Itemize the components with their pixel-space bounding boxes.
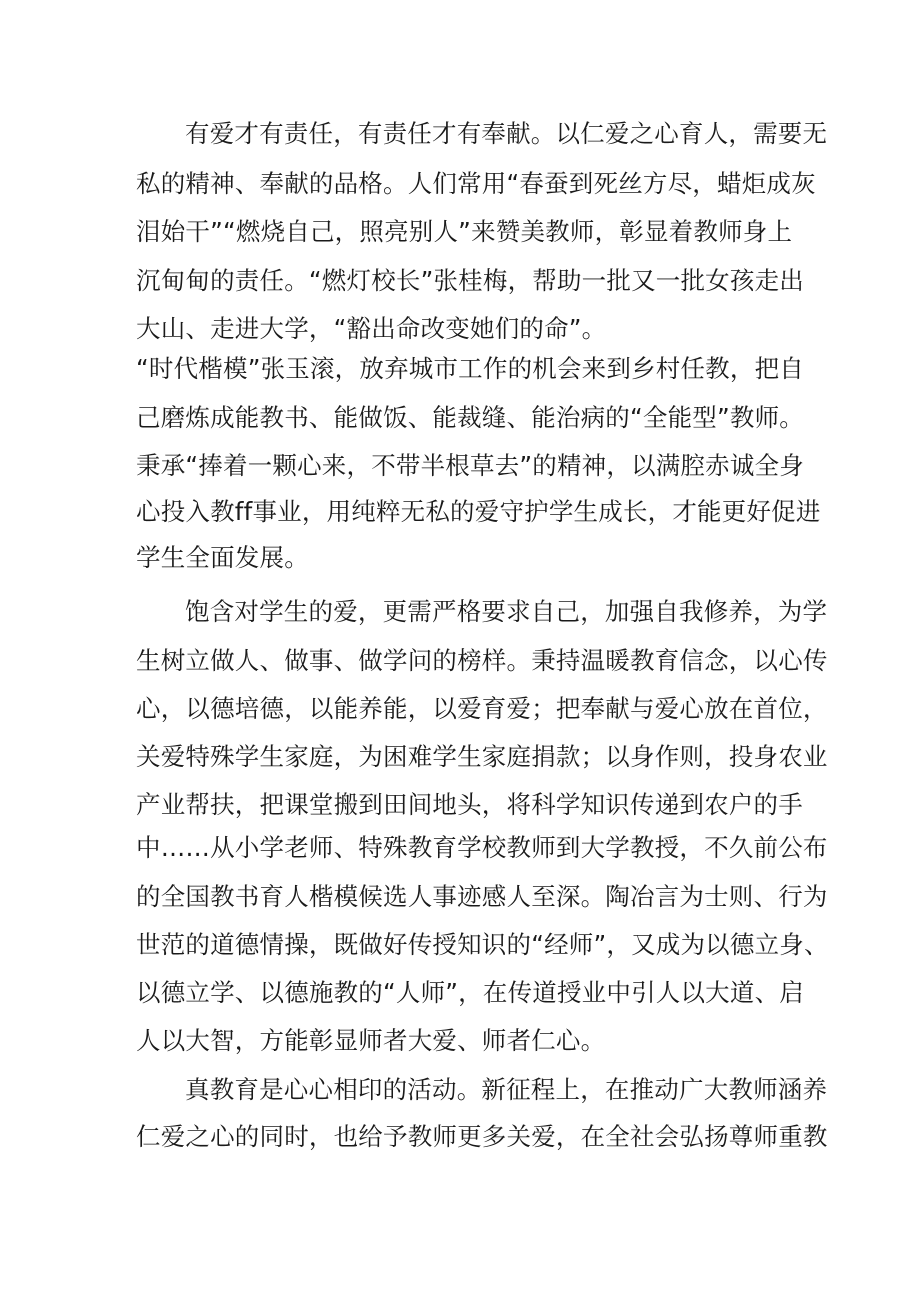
text-line: 世范的道德情操，既做好传授知识的“经师”，又成为以德立身、	[136, 930, 829, 959]
text-line: 秉承“捧着一颗心来，不带半根草去”的精神，以满腔赤诚全身	[136, 451, 804, 480]
text-line: 真教育是心心相印的活动。新征程上，在推动广大教师涵养	[185, 1075, 828, 1104]
text-line: 大山、走进大学，“豁出命改变她们的命”。	[136, 314, 607, 343]
text-line: 人以大智，方能彰显师者大爱、师者仁心。	[136, 1026, 606, 1055]
text-line: 心投入教ff事业，用纯粹无私的爱守护学生成长，才能更好促进	[136, 497, 821, 526]
text-line: 泪始干”“燃烧自己，照亮别人”来赞美教师，彰显着教师身上	[136, 217, 793, 246]
text-line: 生树立做人、做事、做学问的榜样。秉持温暖教育信念，以心传	[136, 646, 828, 675]
text-line: 沉甸甸的责任。“燃灯校长”张桂梅，帮助一批又一批女孩走出	[136, 266, 804, 295]
text-line: 关爱特殊学生家庭，为困难学生家庭捐款；以身作则，投身农业	[136, 742, 828, 771]
text-line: 产业帮扶，把课堂搬到田间地头，将科学知识传递到农户的手	[136, 790, 803, 819]
text-line: “时代楷模”张玉滚，放弃城市工作的机会来到乡村任教，把自	[136, 354, 804, 383]
text-line: 以德立学、以德施教的“人师”，在传道授业中引人以大道、启	[136, 978, 804, 1007]
text-line: 的全国教书育人楷模候选人事迹感人至深。陶冶言为士则、行为	[136, 882, 828, 911]
text-line: 中……从小学老师、特殊教育学校教师到大学教授，不久前公布	[136, 833, 828, 862]
text-line: 饱含对学生的爱，更需严格要求自己，加强自我修养，为学	[185, 597, 828, 626]
text-line: 有爱才有责任，有责任才有奉献。以仁爱之心育人，需要无	[185, 119, 828, 148]
text-line: 己磨炼成能教书、能做饭、能裁缝、能治病的“全能型”教师。	[136, 403, 804, 432]
text-line: 心，以德培德，以能养能，以爱育爱；把奉献与爱心放在首位，	[136, 694, 828, 723]
text-line: 学生全面发展。	[136, 543, 309, 572]
text-line: 私的精神、奉献的品格。人们常用“春蚕到死丝方尽，蜡炬成灰	[136, 169, 816, 198]
text-line: 仁爱之心的同时，也给予教师更多关爱，在全社会弘扬尊师重教	[136, 1122, 828, 1151]
